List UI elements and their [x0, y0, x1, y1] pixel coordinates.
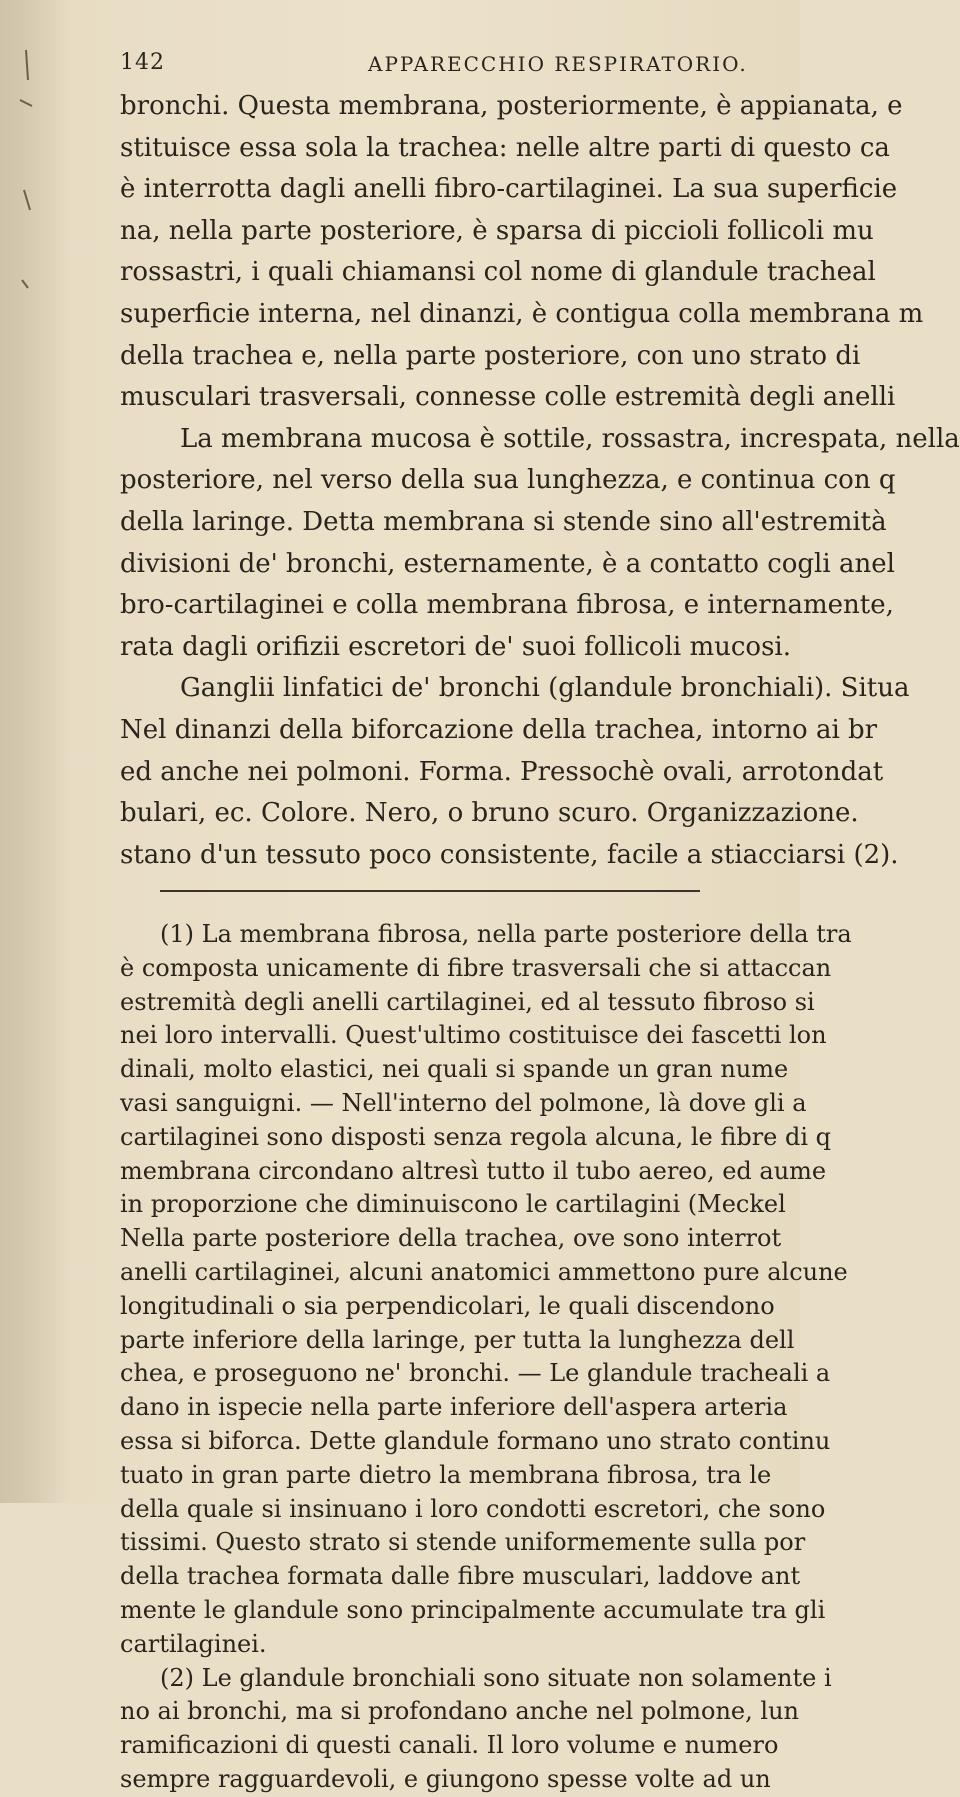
footnote-line: dinali, molto elastici, nei quali si spande un gran nume [120, 1055, 789, 1084]
footnote-line: ramificazioni di questi canali. Il loro volume e numero [120, 1731, 779, 1760]
text-line: Nel dinanzi della biforcazione della trachea, intorno ai br [120, 714, 878, 745]
text-line: della trachea e, nella parte posteriore, con uno strato di [120, 340, 861, 371]
text-line: bulari, ec. Colore. Nero, o bruno scuro. Organizzazione. [120, 798, 859, 829]
footnote-line: cartilaginei sono disposti senza regola alcuna, le fibre di q [120, 1122, 832, 1151]
footnote-line: (2) Le glandule bronchiali sono situate non solamente i [160, 1663, 832, 1692]
footnote-line: vasi sanguigni. — Nell'interno del polmone, là dove gli a [120, 1088, 807, 1117]
text-line: è interrotta dagli anelli fibro-cartilaginei. La sua superficie [120, 174, 898, 205]
footnote-line: dano in ispecie nella parte inferiore dell'aspera arteria [120, 1393, 788, 1422]
page-number: 142 [120, 50, 165, 75]
footnote-line: sempre ragguardevoli, e giungono spesse volte ad un [120, 1764, 771, 1793]
text-line: musculari trasversali, connesse colle estremità degli anelli [120, 382, 896, 413]
text-line: della laringe. Detta membrana si stende sino all'estremità [120, 506, 887, 537]
margin-ink-mark [12, 40, 42, 290]
text-line: stano d'un tessuto poco consistente, facile a stiacciarsi (2). [120, 839, 899, 870]
running-title: APPARECCHIO RESPIRATORIO. [368, 52, 748, 76]
footnote-line: tuato in gran parte dietro la membrana fibrosa, tra le [120, 1460, 772, 1489]
text-line: Ganglii linfatici de' bronchi (glandule bronchiali). Situa [180, 673, 910, 704]
text-line: bro-cartilaginei e colla membrana fibrosa, e internamente, [120, 590, 894, 621]
footnotes [120, 918, 852, 1797]
text-line: ed anche nei polmoni. Forma. Pressochè ovali, arrotondat [120, 756, 884, 787]
footnote-line: (1) La membrana fibrosa, nella parte posteriore della tra [160, 920, 852, 948]
footnote-line: membrana circondano altresì tutto il tubo aereo, ed aume [120, 1156, 827, 1185]
text-line: rata dagli orifizii escretori de' suoi follicoli mucosi. [120, 631, 792, 662]
footnote-line: cartilaginei. [120, 1629, 267, 1658]
text-line: La membrana mucosa è sottile, rossastra, increspata, nella [180, 423, 960, 454]
running-header [120, 46, 800, 82]
footnote-line: anelli cartilaginei, alcuni anatomici ammettono pure alcune [120, 1257, 848, 1286]
text-line: stituisce essa sola la trachea: nelle altre parti di questo ca [120, 132, 890, 163]
footnote-line: estremità degli anelli cartilaginei, ed al tessuto fibroso si [120, 987, 815, 1016]
footnote-line: è composta unicamente di fibre trasversali che si attaccan [120, 953, 832, 982]
footnote-line: no ai bronchi, ma si profondano anche nel polmone, lun [120, 1697, 799, 1726]
text-line: bronchi. Questa membrana, posteriormente, è appianata, e [120, 91, 903, 121]
main-text [120, 86, 960, 876]
footnote-line: tissimi. Questo strato si stende uniformemente sulla por [120, 1528, 806, 1557]
footnote-line: mente le glandule sono principalmente accumulate tra gli [120, 1595, 826, 1624]
footnote-line: della quale si insinuano i loro condotti escretori, che sono [120, 1494, 826, 1523]
text-line: divisioni de' bronchi, esternamente, è a contatto cogli anel [120, 548, 895, 579]
text-line: na, nella parte posteriore, è sparsa di piccioli follicoli mu [120, 215, 874, 246]
footnote-line: Nella parte posteriore della trachea, ove sono interrot [120, 1224, 782, 1253]
footnote-line: della trachea formata dalle fibre musculari, laddove ant [120, 1562, 801, 1591]
footnote-line: essa si biforca. Dette glandule formano uno strato continu [120, 1426, 831, 1455]
text-line: rossastri, i quali chiamansi col nome di glandule tracheal [120, 257, 876, 288]
footnote-separator [160, 890, 700, 892]
text-line: superficie interna, nel dinanzi, è contigua colla membrana m [120, 298, 924, 329]
footnote-line: chea, e proseguono ne' bronchi. — Le glandule tracheali a [120, 1359, 831, 1388]
footnote-line: longitudinali o sia perpendicolari, le quali discendono [120, 1291, 775, 1320]
footnote-line: nei loro intervalli. Quest'ultimo costituisce dei fascetti lon [120, 1021, 827, 1050]
footnote-line: parte inferiore della laringe, per tutta la lunghezza dell [120, 1325, 795, 1354]
text-line: posteriore, nel verso della sua lunghezza, e continua con q [120, 465, 896, 496]
footnote-line: in proporzione che diminuiscono le cartilagini (Meckel [120, 1190, 786, 1219]
